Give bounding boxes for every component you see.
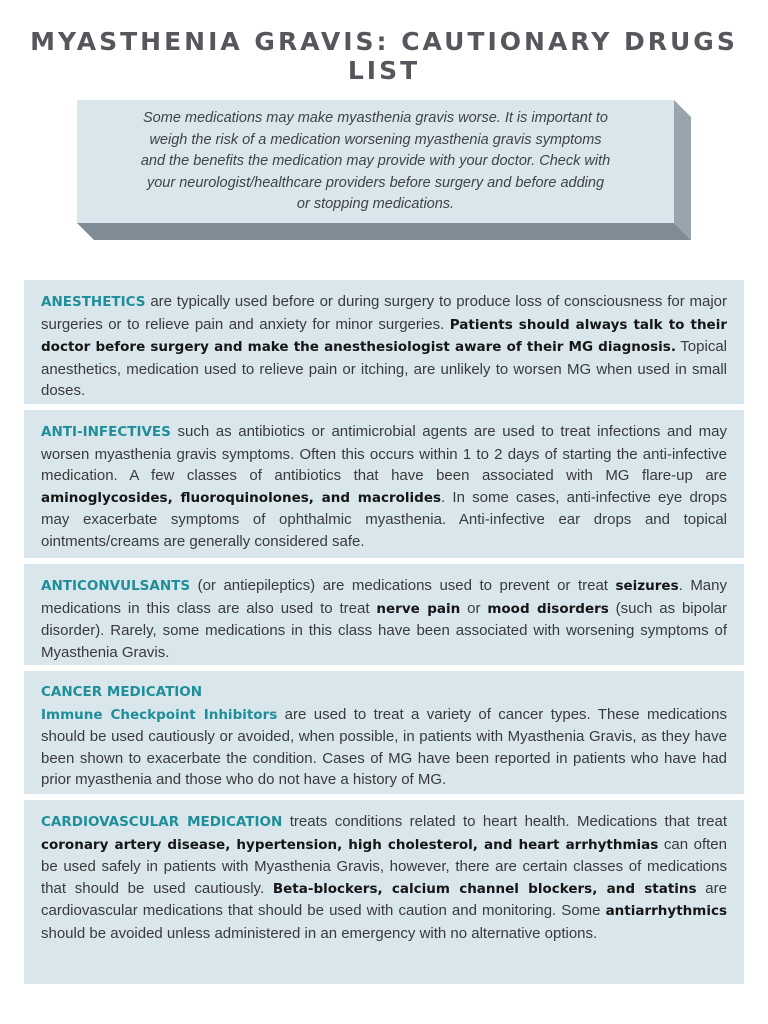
section-anti-infectives-term: ANTI-INFECTIVES <box>41 424 171 440</box>
section-cardiovascular-text-3: are cardiovascular medications that should be used with caution and monitoring. Some <box>41 879 727 919</box>
intro-text: Some medications may make myasthenia gravis worse. It is important to weigh the risk of a medication worsening myasthenia gravis symptoms and the benefits the medication may provide with your doctor. Check with your neurologist/healthcare providers before surgery and before adding or stopping medications. <box>77 100 674 223</box>
section-cardiovascular-text-4: should be avoided unless administered in an emergency with no alternative options. <box>41 924 598 942</box>
section-cancer-term: Immune Checkpoint Inhibitors <box>41 706 278 723</box>
section-cancer-heading: CANCER MEDICATION <box>41 684 203 700</box>
intro-callout <box>77 100 691 240</box>
section-cardiovascular-emphasis-classes: Beta-blockers, calcium channel blockers, and statins <box>272 880 697 897</box>
section-anti-infectives-text-2: . In some cases, anti-infective eye drops may exacerbate symptoms of ophthalmic myasthenia. Anti-infective ear drops and topical ointments/creams are generally considered safe. <box>41 488 727 550</box>
section-anti-infectives-body <box>41 421 727 552</box>
section-anesthetics-text-2: Topical anesthetics, medication used to relieve pain or itching, are unlikely to worsen MG when used in small doses. <box>41 338 727 399</box>
section-anticonvulsants-body <box>41 575 727 663</box>
section-anticonvulsants-emphasis-mood-disorders: mood disorders <box>487 600 609 617</box>
section-anticonvulsants-text-4: (such as bipolar disorder). Rarely, some medications in this class have been associated with worsening symptoms of Myasthenia Gravis. <box>41 599 727 661</box>
section-cancer-medication <box>24 671 744 794</box>
section-anesthetics-emphasis: Patients should always talk to their doctor before surgery and make the anesthesiologist aware of their MG diagnosis. <box>41 316 727 355</box>
section-anti-infectives-emphasis: aminoglycosides, fluoroquinolones, and macrolides <box>41 489 442 506</box>
section-anticonvulsants-term: ANTICONVULSANTS <box>41 578 191 594</box>
section-anticonvulsants-emphasis-seizures: seizures <box>615 578 679 594</box>
section-anticonvulsants-text-3: or <box>460 599 488 617</box>
drug-class-sections <box>24 280 744 990</box>
section-anti-infectives-text-1: such as antibiotics or antimicrobial agents are used to treat infections and may worsen myasthenia gravis symptoms. Often this occurs within 1 to 2 days of starting the anti-infective medication. A few classes of antibiotics that have been associated with MG flare-up are <box>41 423 727 484</box>
section-anticonvulsants <box>24 564 744 665</box>
section-anesthetics-term: ANESTHETICS <box>41 294 146 310</box>
section-anesthetics-text-1: are typically used before or during surgery to produce loss of consciousness for major surgeries or to relieve pain and anxiety for minor surgeries. <box>41 293 727 333</box>
section-cardiovascular-body <box>41 811 727 944</box>
section-anesthetics-body <box>41 291 727 402</box>
section-cancer-body <box>41 704 727 791</box>
section-cardiovascular-text-2: can often be used safely in patients with Myasthenia Gravis, however, there are certain classes of medications that should be used cautiously. <box>41 835 727 897</box>
section-anticonvulsants-emphasis-nerve-pain: nerve pain <box>376 600 461 617</box>
section-cardiovascular-emphasis-antiarrhythmics: antiarrhythmics <box>605 903 727 919</box>
section-cardiovascular-text-1: treats conditions related to heart health. Medications that treat <box>282 813 727 830</box>
section-anti-infectives <box>24 410 744 558</box>
section-cardiovascular-emphasis-conditions: coronary artery disease, hypertension, high cholesterol, and heart arrhythmias <box>41 836 659 853</box>
section-anticonvulsants-text-1: (or antiepileptics) are medications used to prevent or treat <box>190 577 616 594</box>
section-cardiovascular <box>24 800 744 984</box>
section-cardiovascular-term: CARDIOVASCULAR MEDICATION <box>41 814 283 830</box>
section-anesthetics <box>24 280 744 404</box>
section-anticonvulsants-text-2: . Many medications in this class are also used to treat <box>41 577 727 617</box>
intro-callout-side-shade <box>674 100 691 240</box>
section-cancer-text-1: are used to treat a variety of cancer types. These medications should be used cautiously or avoided, when possible, in patients with Myasthenia Gravis, as they have been shown to exacerbate the condition. Cases of MG have been reported in patients who have had prior myasthenia and those who do not have a history of MG. <box>41 705 727 788</box>
page-title: MYASTHENIA GRAVIS: CAUTIONARY DRUGS LIST <box>30 27 738 85</box>
intro-callout-bottom-shade <box>77 223 691 240</box>
